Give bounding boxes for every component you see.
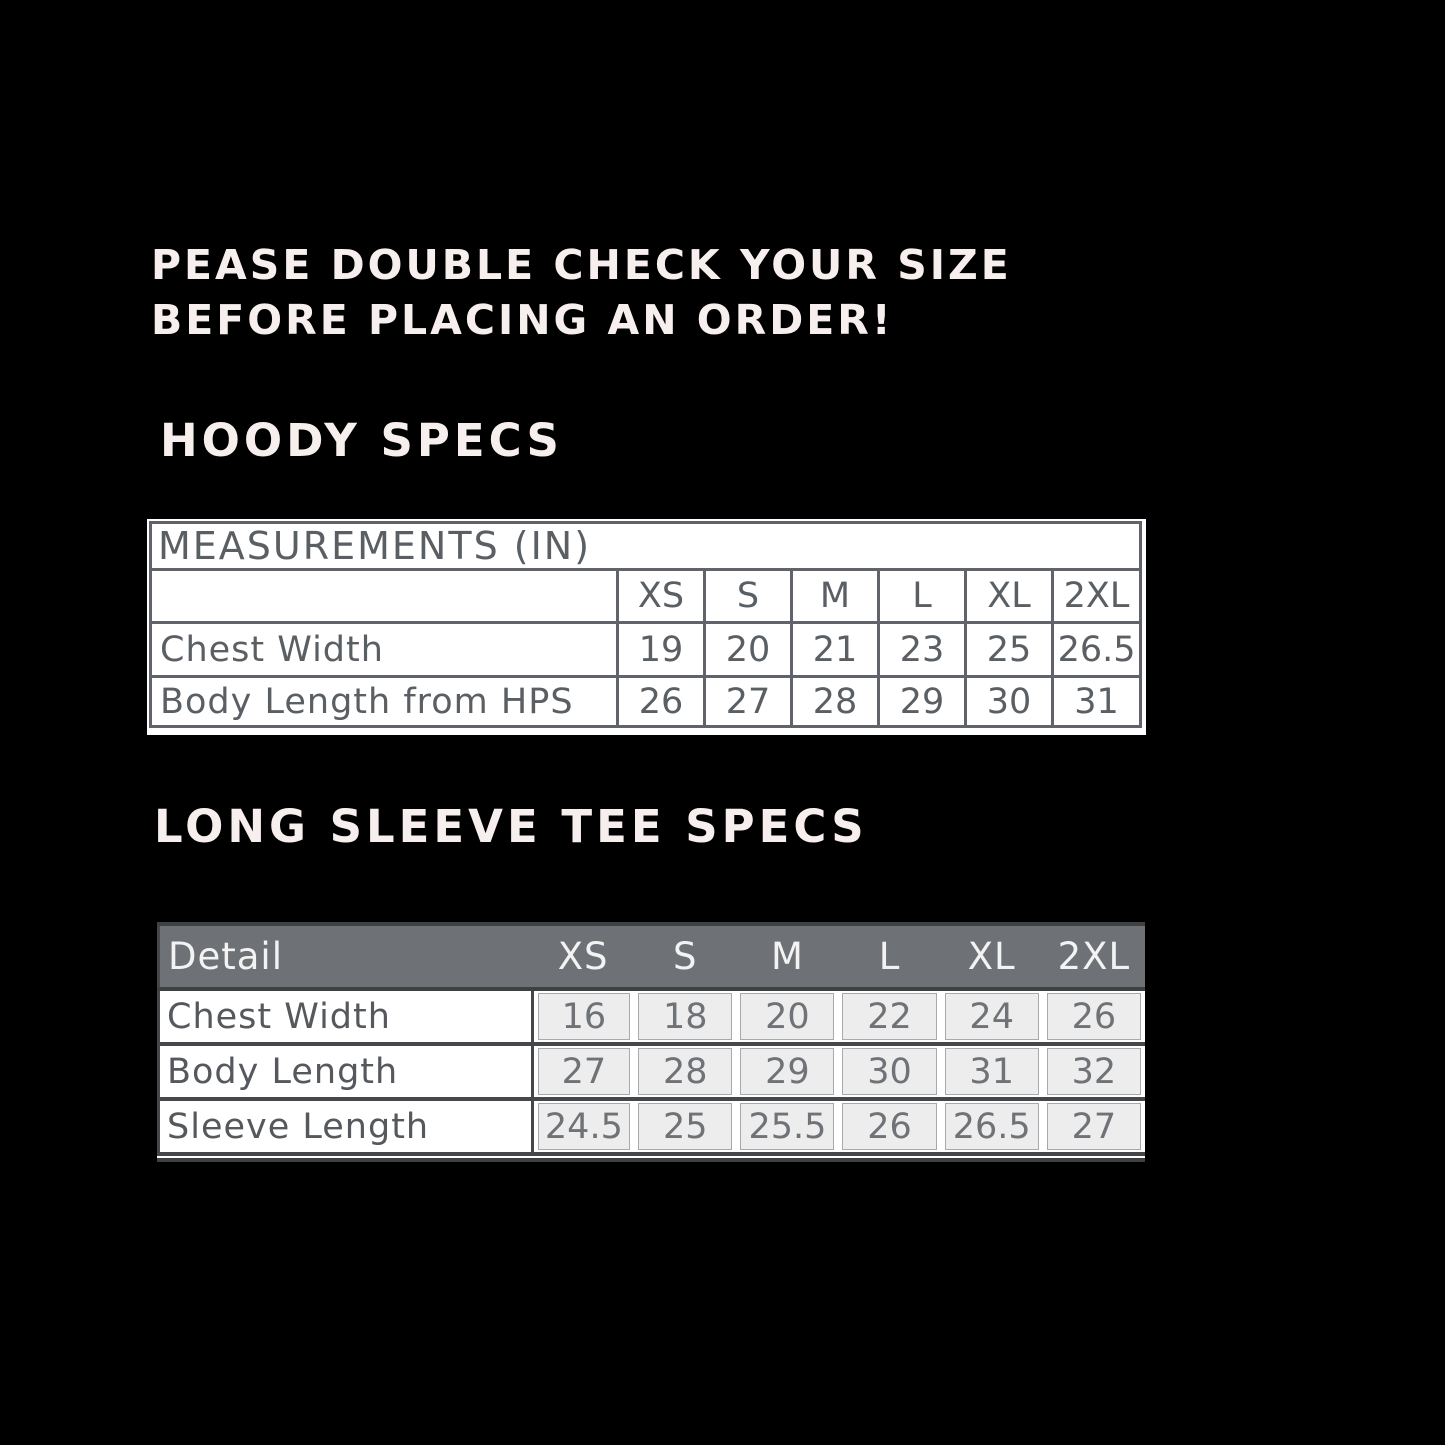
measurement-cell	[838, 1099, 940, 1154]
measurement-cell	[941, 1099, 1043, 1154]
measurement-cell	[736, 1044, 838, 1099]
size-header: XS	[532, 924, 634, 989]
size-header: 2XL	[1053, 570, 1141, 623]
measurement-value: 18	[638, 993, 732, 1040]
measurement-value: 25.5	[740, 1103, 834, 1150]
detail-header: Detail	[159, 924, 533, 989]
measurement-value: 30	[966, 677, 1053, 727]
hoody-size-table	[147, 519, 1146, 735]
table-row	[151, 677, 1141, 727]
measurement-value: 29	[879, 677, 966, 727]
size-header: XL	[966, 570, 1053, 623]
hoody-specs-heading: HOODY SPECS	[160, 414, 563, 467]
size-header: XL	[941, 924, 1043, 989]
row-label: Chest Width	[151, 623, 618, 677]
row-label: Body Length from HPS	[151, 677, 618, 727]
table-row	[159, 989, 1146, 1044]
measurement-value: 28	[638, 1048, 732, 1095]
long-sleeve-specs-heading: LONG SLEEVE TEE SPECS	[154, 800, 868, 853]
measurement-value: 25	[638, 1103, 732, 1150]
size-warning-heading	[151, 238, 1012, 348]
measurement-value: 26	[618, 677, 705, 727]
measurement-value: 28	[792, 677, 879, 727]
measurement-value: 26.5	[945, 1103, 1039, 1150]
measurement-cell	[634, 1099, 736, 1154]
size-warning-line2: BEFORE PLACING AN ORDER!	[151, 296, 894, 344]
row-label: Chest Width	[159, 989, 533, 1044]
measurement-value: 26	[842, 1103, 936, 1150]
measurement-value: 19	[618, 623, 705, 677]
measurement-cell	[941, 1044, 1043, 1099]
measurement-value: 27	[538, 1048, 631, 1095]
row-label: Sleeve Length	[159, 1099, 533, 1154]
measurement-value: 24.5	[538, 1103, 631, 1150]
measurement-cell	[838, 989, 940, 1044]
measurement-value: 27	[1047, 1103, 1141, 1150]
table-row	[151, 623, 1141, 677]
measurements-title: MEASUREMENTS (IN)	[151, 523, 1141, 570]
measurement-value: 31	[945, 1048, 1039, 1095]
measurement-cell	[532, 989, 634, 1044]
size-header: S	[634, 924, 736, 989]
measurement-value: 23	[879, 623, 966, 677]
size-header: XS	[618, 570, 705, 623]
measurement-cell	[1043, 1044, 1145, 1099]
measurement-value: 31	[1053, 677, 1141, 727]
size-header: 2XL	[1043, 924, 1145, 989]
measurement-cell	[1043, 1099, 1145, 1154]
size-header: S	[705, 570, 792, 623]
measurement-value: 30	[842, 1048, 936, 1095]
empty-cell	[151, 570, 618, 623]
measurement-cell	[736, 989, 838, 1044]
long-sleeve-measurements-table	[157, 922, 1145, 1156]
measurement-cell	[634, 1044, 736, 1099]
measurement-value: 20	[705, 623, 792, 677]
size-header: L	[879, 570, 966, 623]
table-header-row	[159, 924, 1146, 989]
measurement-value: 26	[1047, 993, 1141, 1040]
measurement-value: 24	[945, 993, 1039, 1040]
measurement-cell	[532, 1099, 634, 1154]
measurement-value: 27	[705, 677, 792, 727]
hoody-measurements-table	[149, 521, 1142, 728]
long-sleeve-size-table	[157, 922, 1145, 1162]
measurement-value: 20	[740, 993, 834, 1040]
measurement-cell	[736, 1099, 838, 1154]
measurement-cell	[634, 989, 736, 1044]
measurement-cell	[941, 989, 1043, 1044]
measurement-cell	[532, 1044, 634, 1099]
measurement-value: 32	[1047, 1048, 1141, 1095]
table-row	[151, 570, 1141, 623]
size-header: M	[736, 924, 838, 989]
measurement-value: 16	[538, 993, 631, 1040]
measurement-cell	[1043, 989, 1145, 1044]
measurement-value: 21	[792, 623, 879, 677]
row-label: Body Length	[159, 1044, 533, 1099]
size-warning-line1: PEASE DOUBLE CHECK YOUR SIZE	[151, 241, 1012, 289]
table-row	[159, 1099, 1146, 1154]
measurement-value: 22	[842, 993, 936, 1040]
measurement-value: 25	[966, 623, 1053, 677]
table-row	[159, 1044, 1146, 1099]
size-header: L	[838, 924, 940, 989]
table-row	[151, 523, 1141, 570]
measurement-value: 29	[740, 1048, 834, 1095]
size-header: M	[792, 570, 879, 623]
measurement-value: 26.5	[1053, 623, 1141, 677]
measurement-cell	[838, 1044, 940, 1099]
